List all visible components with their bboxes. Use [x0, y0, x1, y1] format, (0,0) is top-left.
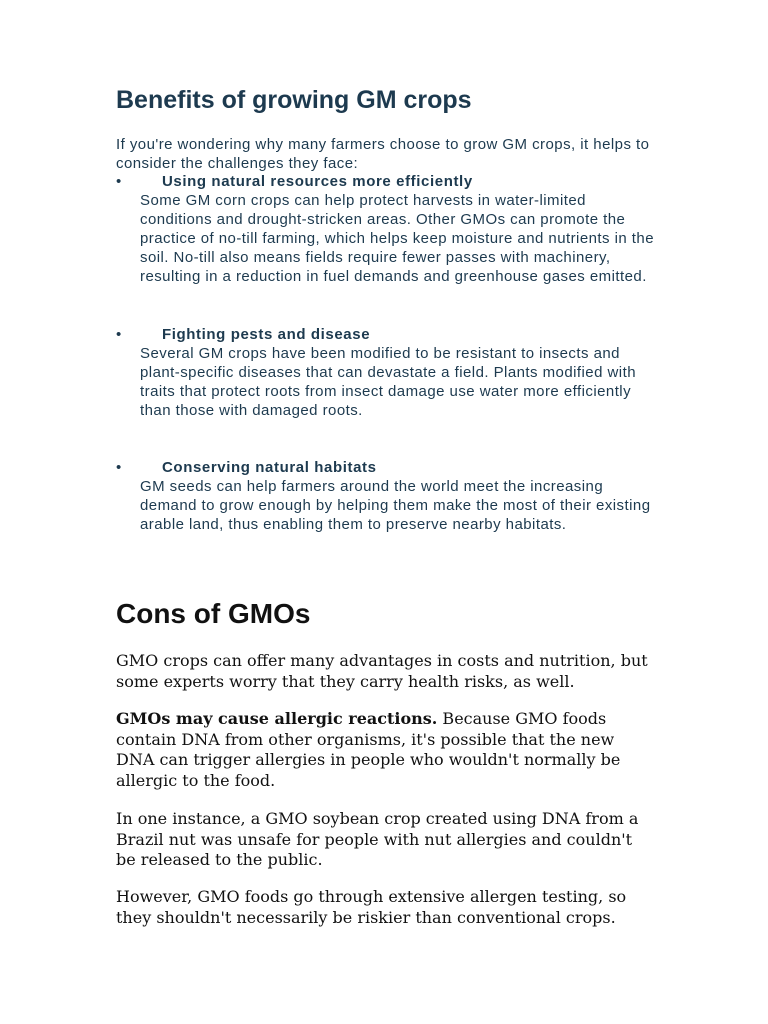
cons-paragraph: GMO crops can offer many advantages in costs and nutrition, but some experts worry that they carry health risks, as well.: [116, 651, 648, 691]
allergy-text: Because GMO foods contain DNA from other organisms, it's possible that the new DNA can trigger allergies in people who wouldn't normally be allergic to the food.: [116, 709, 621, 790]
cons-paragraph-allergy: [116, 709, 656, 791]
bullet-icon: •: [116, 459, 122, 476]
bullet-icon: •: [116, 173, 122, 190]
allergy-lead: GMOs may cause allergic reactions.: [116, 709, 438, 728]
benefit-text: Several GM crops have been modified to be resistant to insects and plant-specific diseases that can devastate a field. Plants modified with traits that protect roots from insect damage use water more efficiently than those with damaged roots.: [140, 345, 636, 419]
benefit-title: Fighting pests and disease: [162, 326, 371, 343]
benefit-text: GM seeds can help farmers around the world meet the increasing demand to grow enough by helping them make the most of their existing arable land, thus enabling them to preserve nearby habitats.: [140, 478, 651, 533]
benefit-text: Some GM corn crops can help protect harvests in water-limited conditions and drought-stricken areas. Other GMOs can promote the practice of no-till farming, which helps keep moisture and nutrients in the soil. No-till also means fields require fewer passes with machinery, resulting in a reduction in fuel demands and greenhouse gases emitted.: [140, 192, 654, 285]
cons-heading: Cons of GMOs: [116, 598, 311, 629]
benefits-heading: Benefits of growing GM crops: [116, 86, 472, 114]
benefit-title: Conserving natural habitats: [162, 459, 377, 476]
cons-paragraph: However, GMO foods go through extensive allergen testing, so they shouldn't necessarily be riskier than conventional crops.: [116, 887, 627, 927]
benefits-intro: If you're wondering why many farmers choose to grow GM crops, it helps to consider the challenges they face:: [116, 136, 650, 172]
bullet-icon: •: [116, 326, 122, 343]
cons-paragraph: In one instance, a GMO soybean crop created using DNA from a Brazil nut was unsafe for people with nut allergies and couldn't be released to the public.: [116, 809, 639, 869]
benefit-title: Using natural resources more efficiently: [162, 173, 473, 190]
